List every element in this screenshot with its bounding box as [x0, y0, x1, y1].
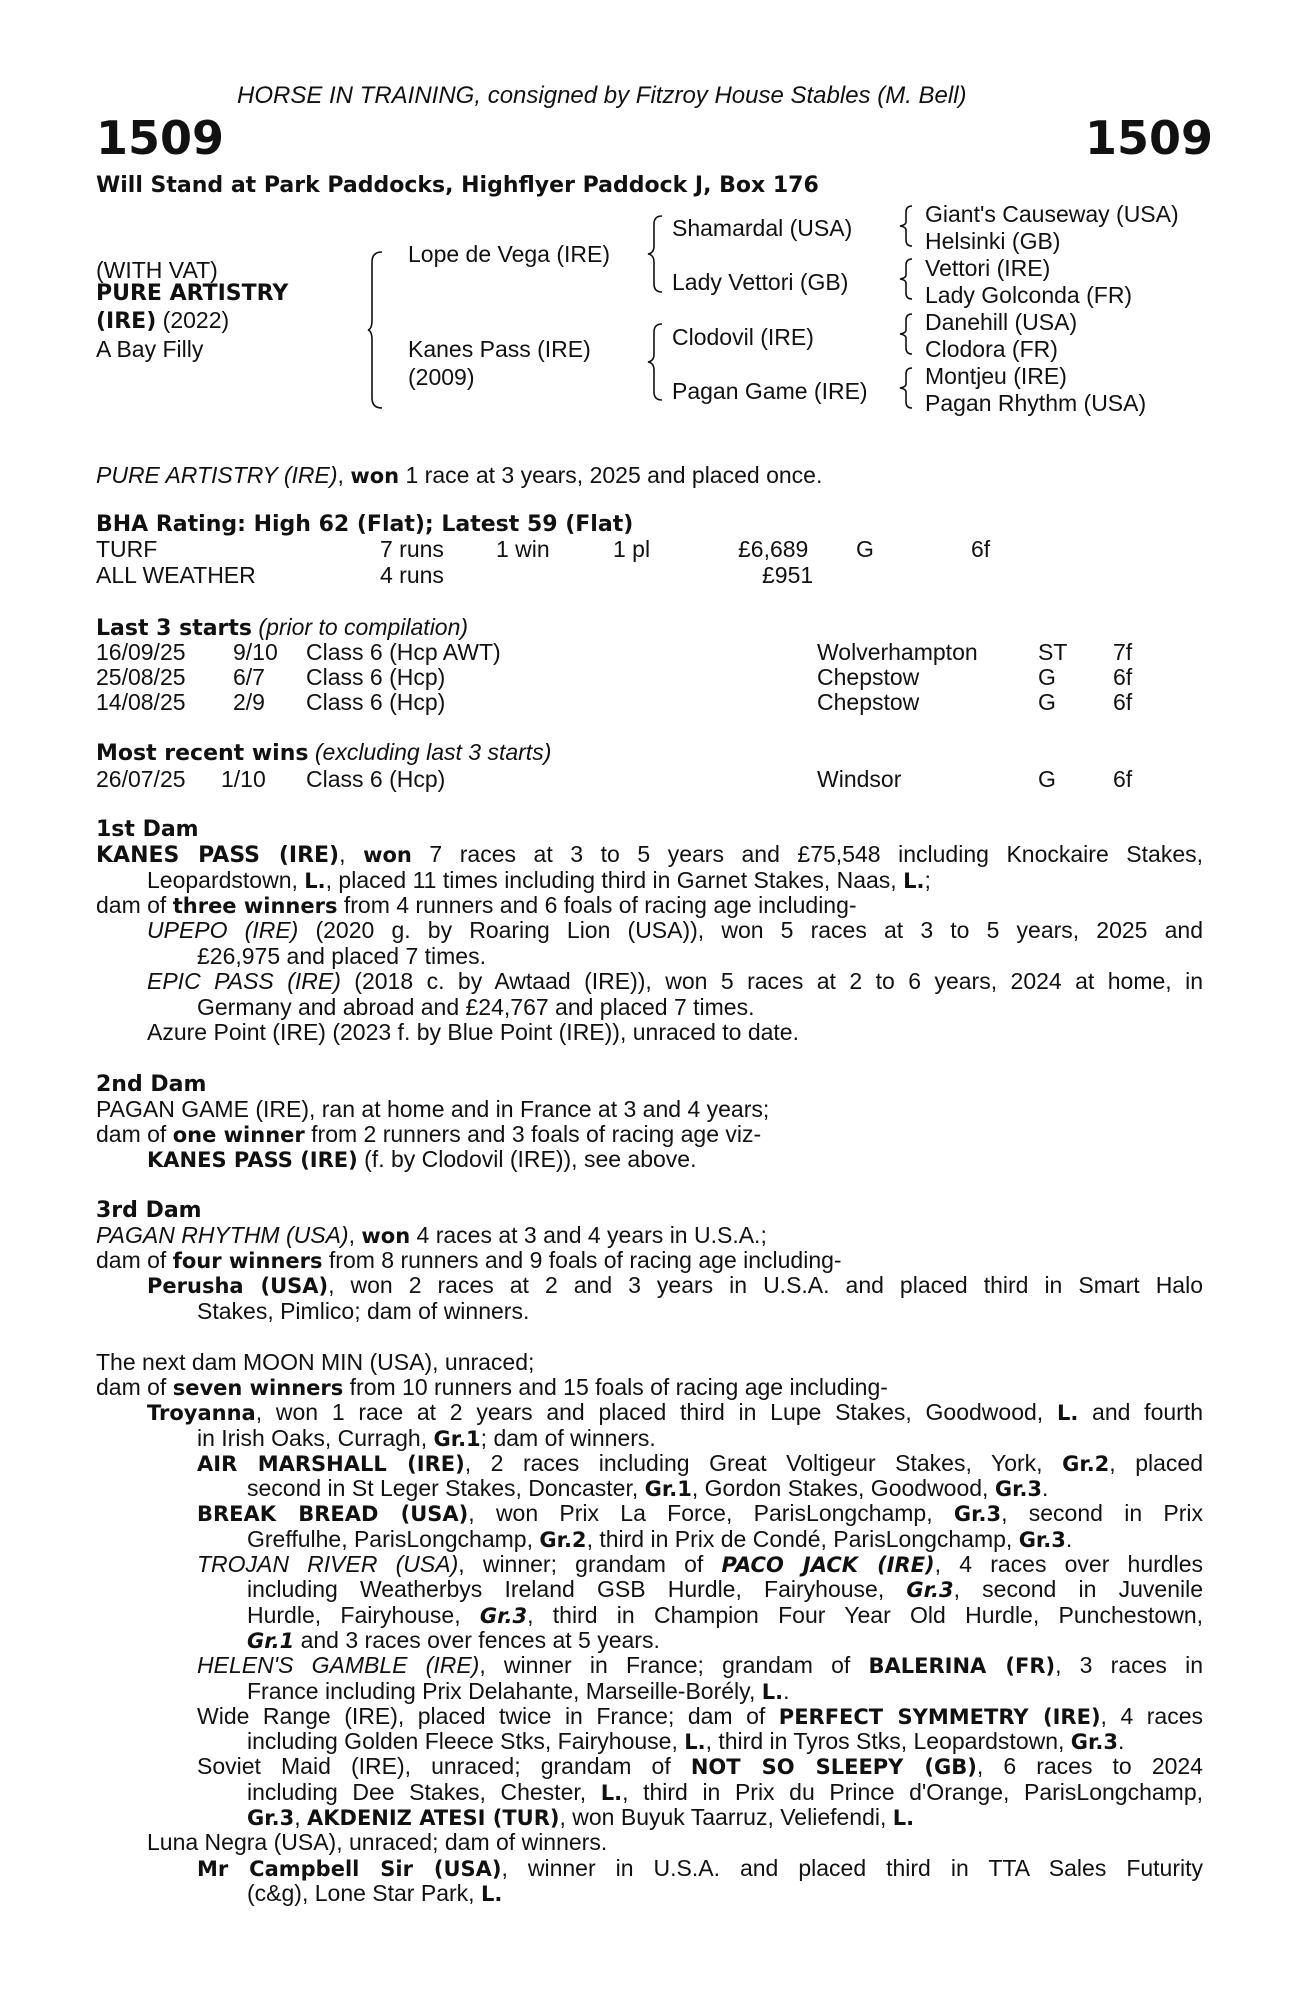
grandchild-name: AKDENIZ ATESI (TUR) [306, 1806, 560, 1830]
text: , second in Prix [1001, 1500, 1203, 1526]
text: , 3 races in [1055, 1652, 1203, 1678]
grandchild-name: BALERINA (FR) [868, 1654, 1056, 1678]
group-label: Gr.1 [247, 1629, 295, 1653]
text: and 3 races over fences at 5 years. [294, 1627, 660, 1653]
record-surface: TURF [96, 536, 158, 562]
recent-wins-title: Most recent wins [96, 741, 309, 766]
pedigree-dds: Montjeu (IRE) [925, 363, 1067, 389]
next-dam-line [197, 1754, 1203, 1780]
summary-won: won [350, 464, 400, 488]
offspring-name: Mr Campbell Sir (USA) [197, 1857, 502, 1881]
text: Hurdle, Fairyhouse, [247, 1602, 480, 1628]
text: Wide Range (IRE), placed twice in France; dam of [197, 1703, 779, 1729]
record-going: G [856, 536, 874, 562]
start-going: G [1038, 689, 1056, 715]
listed-label: L. [1056, 1401, 1079, 1425]
last-starts-note: (prior to compilation) [252, 614, 469, 640]
group-label: Gr.2 [539, 1528, 587, 1552]
group-label: Gr.2 [1062, 1452, 1110, 1476]
start-position: 6/7 [233, 664, 265, 690]
start-going: ST [1038, 639, 1068, 665]
group-label: Gr.3 [994, 1477, 1043, 1501]
text: Greffulhe, ParisLongchamp, [247, 1526, 540, 1552]
record-surface: ALL WEATHER [96, 562, 256, 588]
next-dam-line [147, 1400, 1203, 1426]
text: ; dam of winners. [480, 1425, 656, 1451]
text: (c&g), Lone Star Park, [247, 1880, 481, 1906]
pedigree-sss: Giant's Causeway (USA) [925, 201, 1179, 227]
text: from 4 runners and 6 foals of racing age including- [337, 892, 857, 918]
record-wins: 1 win [496, 536, 550, 562]
next-dam-line [96, 1375, 1203, 1401]
catalogue-title: HORSE IN TRAINING, consigned by Fitzroy House Stables (M. Bell) [237, 82, 967, 109]
text: second in St Leger Stakes, Doncaster, [247, 1475, 645, 1501]
dam1-line: £26,975 and placed 7 times. [197, 943, 486, 969]
text: ; [924, 867, 931, 893]
text: . [783, 1678, 790, 1704]
dam1-line: Azure Point (IRE) (2023 f. by Blue Point (IRE)), unraced to date. [147, 1019, 799, 1045]
pedigree-ssd: Helsinki (GB) [925, 228, 1061, 254]
summary-text: 1 race at 3 years, 2025 and placed once. [399, 462, 823, 488]
offspring-name: Troyanna [147, 1401, 256, 1425]
dam2-line [147, 1147, 1203, 1173]
next-dam-line [247, 1780, 1203, 1806]
text: , placed 11 times including third in Garnet Stakes, Naas, [325, 867, 904, 893]
next-dam-line [197, 1426, 1203, 1452]
pedigree-dam-dam: Pagan Game (IRE) [672, 378, 868, 404]
dam1-heading: 1st Dam [96, 817, 199, 842]
win-position: 1/10 [221, 766, 266, 792]
group-label: Gr.3 [1070, 1730, 1118, 1754]
dam3-line: Stakes, Pimlico; dam of winners. [197, 1298, 530, 1324]
start-distance: 6f [1113, 689, 1133, 715]
offspring-name: BREAK BREAD (USA) [197, 1502, 469, 1526]
pedigree-ddd: Pagan Rhythm (USA) [925, 390, 1147, 416]
record-runs: 4 runs [380, 562, 444, 588]
text: , winner in U.S.A. and placed third in TTA Sales Futurity [501, 1855, 1203, 1881]
win-date: 26/07/25 [96, 766, 186, 792]
text: . [1065, 1526, 1073, 1552]
horse-country: (IRE) [96, 309, 157, 334]
text: , won 1 race at 2 years and placed third in Lupe Stakes, Goodwood, [255, 1399, 1057, 1425]
text: , [294, 1804, 307, 1830]
next-dam-line [247, 1527, 1203, 1553]
lot-number-left: 1509 [96, 111, 225, 165]
dam1-line [96, 893, 1203, 919]
text: in Irish Oaks, Curragh, [197, 1425, 434, 1451]
listed-label: L. [480, 1882, 503, 1906]
next-dam-line: Luna Negra (USA), unraced; dam of winners. [147, 1829, 608, 1855]
dam3-line [96, 1248, 1203, 1274]
listed-label: L. [903, 869, 925, 893]
listed-label: L. [600, 1781, 623, 1805]
text: and fourth [1078, 1399, 1203, 1425]
text: Leopardstown, [147, 867, 305, 893]
start-class: Class 6 (Hcp) [306, 664, 446, 690]
next-dam-line [247, 1476, 1203, 1502]
win-distance: 6f [1113, 766, 1133, 792]
text: from 10 runners and 15 foals of racing age including- [343, 1374, 888, 1400]
group-label: Gr.3 [1018, 1528, 1066, 1552]
text: dam of [96, 892, 173, 918]
record-runs: 7 runs [380, 536, 444, 562]
next-dam-line [197, 1552, 1203, 1578]
text: Soviet Maid (IRE), unraced; grandam of [197, 1753, 691, 1779]
summary-horse-name: PURE ARTISTRY (IRE) [96, 462, 338, 488]
text: 7 races at 3 to 5 years and £75,548 including Knockaire Stakes, [411, 841, 1204, 867]
last-starts-title: Last 3 starts [96, 616, 253, 641]
text: France including Prix Delahante, Marseille-Borély, [247, 1678, 762, 1704]
grandchild-name: PERFECT SYMMETRY (IRE) [778, 1705, 1101, 1729]
record-prize: £951 [762, 562, 814, 588]
text: , third in Tyros Stks, Leopardstown, [705, 1728, 1071, 1754]
pedigree-dss: Danehill (USA) [925, 309, 1078, 335]
pedigree-bracket-sire [648, 214, 664, 294]
listed-label: L. [684, 1730, 706, 1754]
start-class: Class 6 (Hcp) [306, 689, 446, 715]
pedigree-bracket-dam [648, 322, 664, 402]
next-dam-line [197, 1501, 1203, 1527]
start-position: 2/9 [233, 689, 265, 715]
next-dam-line: The next dam MOON MIN (USA), unraced; [96, 1349, 535, 1375]
race-summary: PURE ARTISTRY (IRE), won 1 race at 3 years, 2025 and placed once. [96, 462, 823, 488]
horse-name: PURE ARTISTRY [96, 281, 289, 306]
text: (f. by Clodovil (IRE)), see above. [357, 1146, 697, 1172]
listed-label: L. [892, 1806, 915, 1830]
next-dam-line [197, 1451, 1203, 1477]
group-label: Gr.3 [247, 1806, 295, 1830]
horse-name-suffix [96, 308, 229, 334]
win-class: Class 6 (Hcp) [306, 766, 446, 792]
group-label: Gr.3 [479, 1604, 528, 1628]
next-dam-line [247, 1628, 1203, 1654]
record-placed: 1 pl [613, 536, 651, 562]
start-going: G [1038, 664, 1056, 690]
pedigree-bracket-main [368, 250, 384, 410]
text: , winner in France; grandam of [479, 1652, 869, 1678]
next-dam-line [247, 1729, 1203, 1755]
last-starts-heading [96, 615, 468, 641]
dam3-heading: 3rd Dam [96, 1198, 202, 1223]
winners-count: four winners [172, 1249, 323, 1273]
pedigree-dam: Kanes Pass (IRE) [408, 336, 591, 362]
pedigree-sire: Lope de Vega (IRE) [408, 241, 611, 267]
pedigree-dam-year: (2009) [408, 364, 475, 390]
recent-wins-heading [96, 740, 551, 766]
text: , [339, 841, 364, 867]
text: , third in Champion Four Year Old Hurdle, Punchestown, [527, 1602, 1203, 1628]
start-course: Chepstow [817, 664, 920, 690]
text: including Weatherbys Ireland GSB Hurdle, Fairyhouse, [247, 1576, 907, 1602]
dam3-name: PAGAN RHYTHM (USA) [96, 1222, 349, 1248]
group-label: Gr.3 [953, 1502, 1002, 1526]
listed-label: L. [304, 869, 326, 893]
dam1-line [147, 918, 1203, 944]
start-class: Class 6 (Hcp AWT) [306, 639, 501, 665]
start-date: 16/09/25 [96, 639, 186, 665]
grandchild-name: PACO JACK (IRE) [721, 1553, 935, 1577]
offspring-name: AIR MARSHALL (IRE) [197, 1452, 465, 1476]
stable-location: Will Stand at Park Paddocks, Highflyer Paddock J, Box 176 [96, 173, 819, 198]
dam3-line [147, 1273, 1203, 1299]
offspring-name: EPIC PASS (IRE) [147, 968, 341, 994]
win-course: Windsor [817, 766, 902, 792]
pedigree-bracket-ds [900, 312, 914, 356]
offspring-name: TROJAN RIVER (USA) [197, 1551, 459, 1577]
dam3-line [96, 1223, 1203, 1249]
text: from 2 runners and 3 foals of racing age viz- [304, 1121, 762, 1147]
text: , [348, 1222, 362, 1248]
text: from 8 runners and 9 foals of racing age including- [322, 1247, 842, 1273]
text: , 4 races over hurdles [934, 1551, 1203, 1577]
pedigree-bracket-sd [900, 257, 914, 301]
listed-label: L. [761, 1680, 784, 1704]
next-dam-line [247, 1603, 1203, 1629]
pedigree-sds: Vettori (IRE) [925, 255, 1051, 281]
text: dam of [96, 1121, 173, 1147]
start-date: 25/08/25 [96, 664, 186, 690]
text: , Gordon Stakes, Goodwood, [691, 1475, 995, 1501]
offspring-name: KANES PASS (IRE) [147, 1148, 358, 1172]
lot-number-right: 1509 [1085, 111, 1214, 165]
dam1-line [147, 969, 1203, 995]
group-label: Gr.1 [433, 1427, 481, 1451]
text: including Dee Stakes, Chester, [247, 1779, 601, 1805]
text: , 6 races to 2024 [976, 1753, 1203, 1779]
win-going: G [1038, 766, 1056, 792]
bha-rating: BHA Rating: High 62 (Flat); Latest 59 (Flat) [96, 512, 634, 537]
pedigree-sire-sire: Shamardal (USA) [672, 215, 853, 241]
start-course: Wolverhampton [817, 639, 978, 665]
next-dam-line [247, 1577, 1203, 1603]
text: , winner; grandam of [458, 1551, 722, 1577]
next-dam-line [247, 1679, 1203, 1705]
pedigree-sdd: Lady Golconda (FR) [925, 282, 1133, 308]
text: 4 races at 3 and 4 years in U.S.A.; [410, 1222, 767, 1248]
start-position: 9/10 [233, 639, 278, 665]
text: (2020 g. by Roaring Lion (USA)), won 5 races at 3 to 5 years, 2025 and [298, 917, 1203, 943]
start-distance: 7f [1113, 639, 1133, 665]
winners-count: three winners [172, 894, 338, 918]
next-dam-line [197, 1704, 1203, 1730]
next-dam-line [197, 1856, 1203, 1882]
dam2-line [96, 1122, 1203, 1148]
horse-description: A Bay Filly [96, 336, 204, 362]
dam2-heading: 2nd Dam [96, 1072, 207, 1097]
won-label: won [361, 1224, 411, 1248]
next-dam-line [247, 1881, 1203, 1907]
won-label: won [363, 843, 412, 867]
text: (2018 c. by Awtaad (IRE)), won 5 races at 2 to 6 years, 2024 at home, in [340, 968, 1204, 994]
grandchild-name: NOT SO SLEEPY (GB) [690, 1755, 977, 1779]
text: dam of [96, 1247, 173, 1273]
pedigree-bracket-ss [900, 204, 914, 248]
text: . [1042, 1475, 1049, 1501]
recent-wins-note: (excluding last 3 starts) [308, 739, 552, 765]
dam1-line [147, 868, 1203, 894]
text: , won Buyuk Taarruz, Veliefendi, [559, 1804, 893, 1830]
dam1-line [96, 842, 1203, 868]
text: including Golden Fleece Stks, Fairyhouse, [247, 1728, 685, 1754]
text: , second in Juvenile [953, 1576, 1204, 1602]
winners-count: seven winners [172, 1376, 344, 1400]
start-date: 14/08/25 [96, 689, 186, 715]
pedigree-dsd: Clodora (FR) [925, 336, 1058, 362]
text: . [1118, 1728, 1125, 1754]
horse-year: (2022) [156, 307, 230, 333]
text: , 2 races including Great Voltigeur Stakes, York, [464, 1450, 1063, 1476]
next-dam-line [197, 1653, 1203, 1679]
record-prize: £6,689 [738, 536, 809, 562]
next-dam-line [247, 1805, 1203, 1831]
record-distance: 6f [971, 536, 991, 562]
start-course: Chepstow [817, 689, 920, 715]
start-distance: 6f [1113, 664, 1133, 690]
text: , won Prix La Force, ParisLongchamp, [468, 1500, 954, 1526]
group-label: Gr.1 [644, 1477, 692, 1501]
winners-count: one winner [172, 1123, 305, 1147]
text: dam of [96, 1374, 173, 1400]
text: , placed [1109, 1450, 1203, 1476]
dam2-line: PAGAN GAME (IRE), ran at home and in France at 3 and 4 years; [96, 1096, 770, 1122]
pedigree-dam-sire: Clodovil (IRE) [672, 324, 814, 350]
text: , third in Prix du Prince d'Orange, ParisLongchamp, [622, 1779, 1204, 1805]
group-label: Gr.3 [906, 1578, 954, 1602]
offspring-name: Perusha (USA) [147, 1274, 329, 1298]
dam1-name: KANES PASS (IRE) [96, 843, 340, 868]
offspring-name: HELEN'S GAMBLE (IRE) [197, 1652, 480, 1678]
text: , won 2 races at 2 and 3 years in U.S.A. and placed third in Smart Halo [328, 1272, 1204, 1298]
pedigree-sire-dam: Lady Vettori (GB) [672, 269, 849, 295]
pedigree-bracket-dd [900, 366, 914, 410]
text: , third in Prix de Condé, ParisLongchamp, [586, 1526, 1019, 1552]
text: , 4 races [1100, 1703, 1203, 1729]
dam1-line: Germany and abroad and £24,767 and placed 7 times. [197, 994, 755, 1020]
offspring-name: UPEPO (IRE) [147, 917, 299, 943]
vat-note: (WITH VAT) [96, 257, 218, 283]
